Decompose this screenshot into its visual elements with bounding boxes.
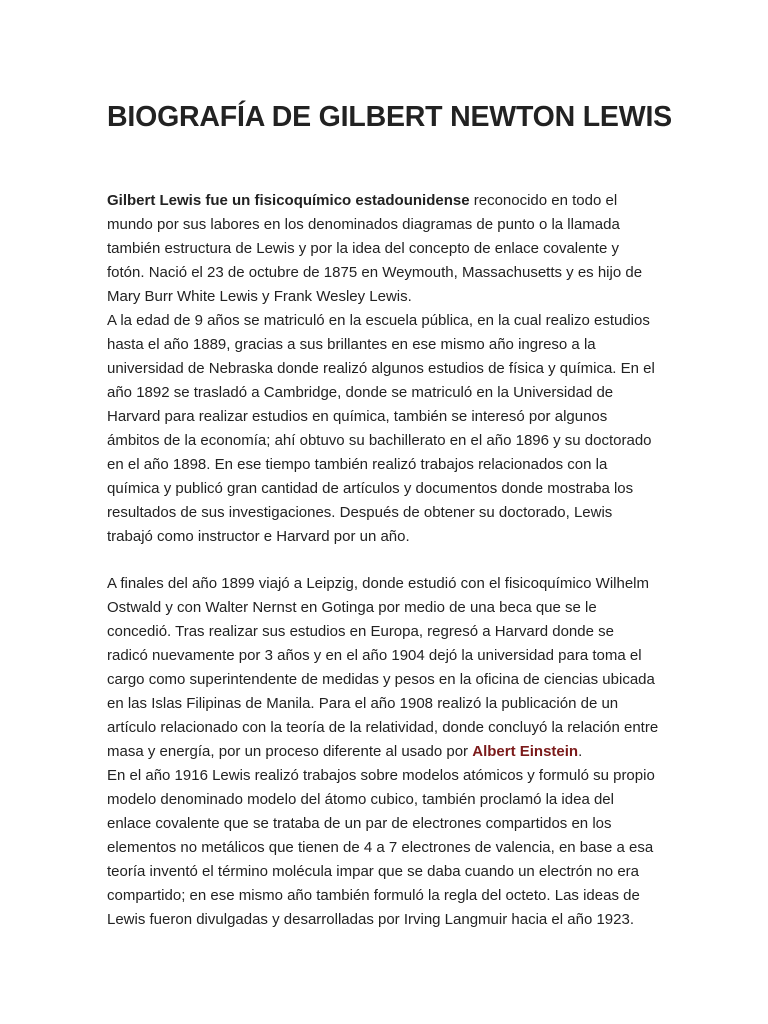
text-line: química y publicó gran cantidad de artículos y documentos donde mostraba los — [107, 480, 634, 497]
text-line: Mary Burr White Lewis y Frank Wesley Lewis. — [107, 288, 412, 305]
page-title: BIOGRAFÍA DE GILBERT NEWTON LEWIS — [107, 101, 672, 133]
paragraph-atomic-model — [107, 764, 667, 932]
text-line: teoría inventó el término molécula impar que se daba cuando un electrón no era — [107, 863, 639, 880]
paragraph-education — [107, 309, 667, 549]
text-line: en el año 1898. En ese tiempo también realizó trabajos relacionados con la — [107, 456, 608, 473]
text-line: año 1892 se trasladó a Cambridge, donde se matriculó en la Universidad de — [107, 384, 614, 401]
text-line: mundo por sus labores en los denominados diagramas de punto o la llamada — [107, 216, 620, 233]
paragraph-career — [107, 572, 667, 764]
text-line: Harvard para realizar estudios en química, también se interesó por algunos — [107, 408, 608, 425]
text-line: A la edad de 9 años se matriculó en la escuela pública, en la cual realizo estudios — [107, 312, 650, 329]
text-span: reconocido en todo el — [469, 192, 618, 209]
text-line: A finales del año 1899 viajó a Leipzig, donde estudió con el fisicoquímico Wilhelm — [107, 575, 649, 592]
text-line: también estructura de Lewis y por la idea del concepto de enlace covalente y — [107, 240, 619, 257]
text-line: trabajó como instructor e Harvard por un año. — [107, 528, 410, 545]
text-line: concedió. Tras realizar sus estudios en Europa, regresó a Harvard donde se — [107, 623, 614, 640]
text-line — [107, 740, 667, 764]
text-line: En el año 1916 Lewis realizó trabajos sobre modelos atómicos y formuló su propio — [107, 767, 655, 784]
paragraph-gap — [107, 549, 667, 572]
text-line: artículo relacionado con la teoría de la relatividad, donde concluyó la relación entre — [107, 719, 659, 736]
text-line: enlace covalente que se trataba de un par de electrones compartidos en los — [107, 815, 612, 832]
text-line: radicó nuevamente por 3 años y en el año 1904 dejó la universidad para toma el — [107, 647, 642, 664]
text-span: masa y energía, por un proceso diferente al usado por — [107, 743, 473, 760]
text-line: universidad de Nebraska donde realizó algunos estudios de física y química. En el — [107, 360, 655, 377]
text-line: Ostwald y con Walter Nernst en Gotinga por medio de una beca que se le — [107, 599, 597, 616]
text-line: fotón. Nació el 23 de octubre de 1875 en Weymouth, Massachusetts y es hijo de — [107, 264, 643, 281]
text-line: en las Islas Filipinas de Manila. Para el año 1908 realizó la publicación de un — [107, 695, 619, 712]
text-line: modelo denominado modelo del átomo cubico, también proclamó la idea del — [107, 791, 614, 808]
paragraph-intro — [107, 189, 667, 309]
text-line: ámbitos de la economía; ahí obtuvo su bachillerato en el año 1896 y su doctorado — [107, 432, 652, 449]
lead-bold-text: Gilbert Lewis fue un fisicoquímico estadounidense — [107, 192, 470, 209]
text-line: compartido; en ese mismo año también formuló la regla del octeto. Las ideas de — [107, 887, 640, 904]
text-line: resultados de sus investigaciones. Después de obtener su doctorado, Lewis — [107, 504, 613, 521]
text-line: elementos no metálicos que tienen de 4 a 7 electrones de valencia, en base a esa — [107, 839, 654, 856]
text-line: Lewis fueron divulgadas y desarrolladas por Irving Langmuir hacia el año 1923. — [107, 911, 634, 928]
text-line: hasta el año 1889, gracias a sus brillantes en ese mismo año ingreso a la — [107, 336, 596, 353]
text-line — [107, 189, 667, 213]
albert-einstein-link[interactable]: Albert Einstein — [472, 743, 579, 760]
text-line: cargo como superintendente de medidas y pesos en la oficina de ciencias ubicada — [107, 671, 655, 688]
document-body — [107, 189, 667, 932]
text-span: . — [578, 743, 583, 760]
